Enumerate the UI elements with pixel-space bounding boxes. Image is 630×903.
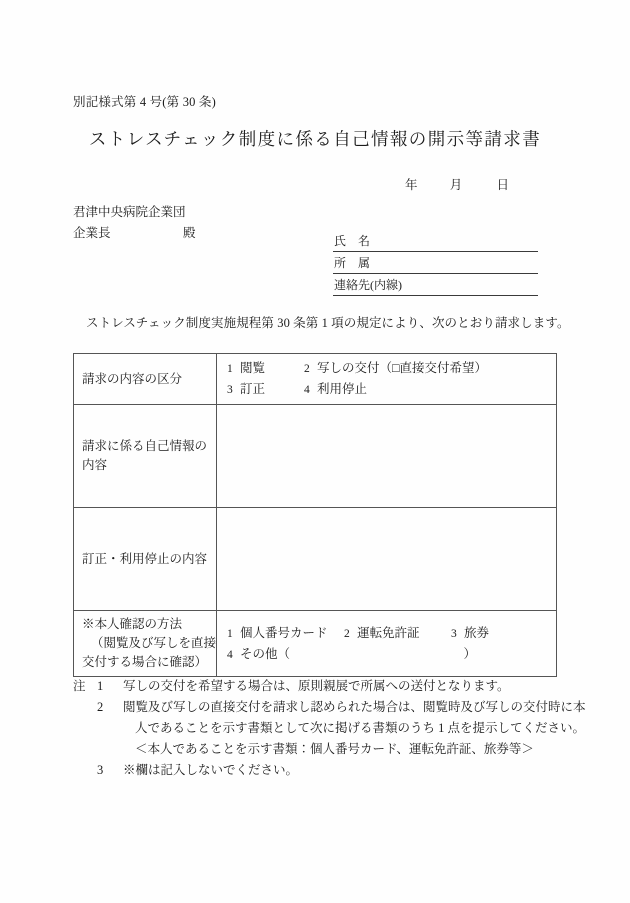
option-label-passport[interactable]: 旅券 (464, 625, 490, 640)
label-line: 交付する場合に確認） (82, 655, 208, 669)
row-label-self-info-content (74, 405, 217, 508)
row-label-request-category (74, 354, 217, 405)
option-number: 4 (227, 648, 233, 661)
option-label-copy-delivery[interactable]: 写しの交付（□直接交付希望） (317, 361, 488, 375)
table-row (74, 611, 557, 677)
note-number: 3 (97, 763, 104, 777)
notes-heading: 注 (73, 679, 86, 693)
label-line: 訂正・利用停止の内容 (82, 551, 208, 566)
note-item (73, 697, 588, 718)
addressee-chief-row (73, 223, 196, 244)
option-line (227, 379, 556, 400)
contact-extension-field[interactable]: 連絡先(内線) (333, 276, 538, 296)
addressee-organization: 君津中央病院企業団 (73, 205, 186, 219)
table-row (74, 405, 557, 508)
label-line: 内容 (82, 458, 108, 472)
option-label-other[interactable]: その他（ (240, 646, 291, 661)
form-number: 別記様式第 4 号(第 30 条) (73, 95, 216, 109)
addressee-chief-title: 企業長 (73, 226, 111, 240)
option-number: 3 (451, 627, 457, 640)
option-number: 1 (227, 363, 233, 375)
note-number: 2 (97, 700, 104, 714)
date-line (405, 175, 509, 193)
row-value-identity-verification[interactable] (217, 611, 557, 677)
row-value-request-category[interactable] (217, 354, 557, 405)
row-label-correction-content (74, 508, 217, 611)
option-number: 2 (304, 363, 310, 375)
option-line (227, 623, 556, 644)
label-line: 請求に係る自己情報の (82, 439, 208, 453)
label-line: （閲覧及び写しを直接 (91, 636, 217, 650)
row-label-identity-verification (74, 611, 217, 677)
note-text: ※欄は記入しないでください。 (123, 763, 299, 777)
row-value-self-info-content[interactable] (217, 405, 557, 508)
option-label-my-number-card[interactable]: 個人番号カード (240, 625, 328, 640)
option-label-suspend-use[interactable]: 利用停止 (317, 382, 368, 396)
date-day-label: 日 (496, 178, 510, 192)
addressee-block (73, 202, 196, 244)
table-row (74, 508, 557, 611)
label-line: 請求の内容の区分 (82, 371, 183, 386)
option-line (227, 358, 556, 379)
label-line: ※本人確認の方法 (82, 617, 183, 631)
signature-fields (333, 232, 538, 298)
note-text: 閲覧及び写しの直接交付を請求し認められた場合は、閲覧時及び写しの交付時に本 (123, 700, 586, 714)
date-year-label: 年 (405, 178, 418, 192)
page-title: ストレスチェック制度に係る自己情報の開示等請求書 (88, 129, 542, 149)
option-number: 3 (227, 384, 233, 396)
name-field[interactable]: 氏 名 (333, 232, 538, 252)
option-line (227, 644, 556, 665)
option-number: 2 (344, 627, 350, 640)
row-value-correction-content[interactable] (217, 508, 557, 611)
option-number: 4 (304, 384, 310, 396)
option-other-paren-close: ） (463, 646, 477, 661)
table-row (74, 354, 557, 405)
option-label-browse[interactable]: 閲覧 (240, 361, 266, 375)
notes-section (73, 676, 588, 781)
note-item (73, 676, 588, 697)
addressee-honorific: 殿 (183, 226, 196, 240)
option-number: 1 (227, 627, 233, 640)
note-text: 写しの交付を希望する場合は、原則親展で所属への送付となります。 (123, 679, 510, 693)
note-item (73, 760, 588, 781)
request-form-table (73, 353, 557, 677)
note-text: ＜本人であることを示す書類：個人番号カード、運転免許証、旅券等＞ (135, 742, 534, 756)
note-number: 1 (97, 679, 104, 693)
option-label-drivers-license[interactable]: 運転免許証 (357, 625, 420, 640)
affiliation-field[interactable]: 所 属 (333, 254, 538, 274)
option-label-correction[interactable]: 訂正 (240, 382, 266, 396)
note-text: 人であることを示す書類として次に掲げる書類のうち 1 点を提示してください。 (135, 721, 586, 735)
date-month-label: 月 (449, 178, 463, 192)
lead-sentence: ストレスチェック制度実施規程第 30 条第 1 項の規定により、次のとおり請求します。 (86, 316, 570, 330)
